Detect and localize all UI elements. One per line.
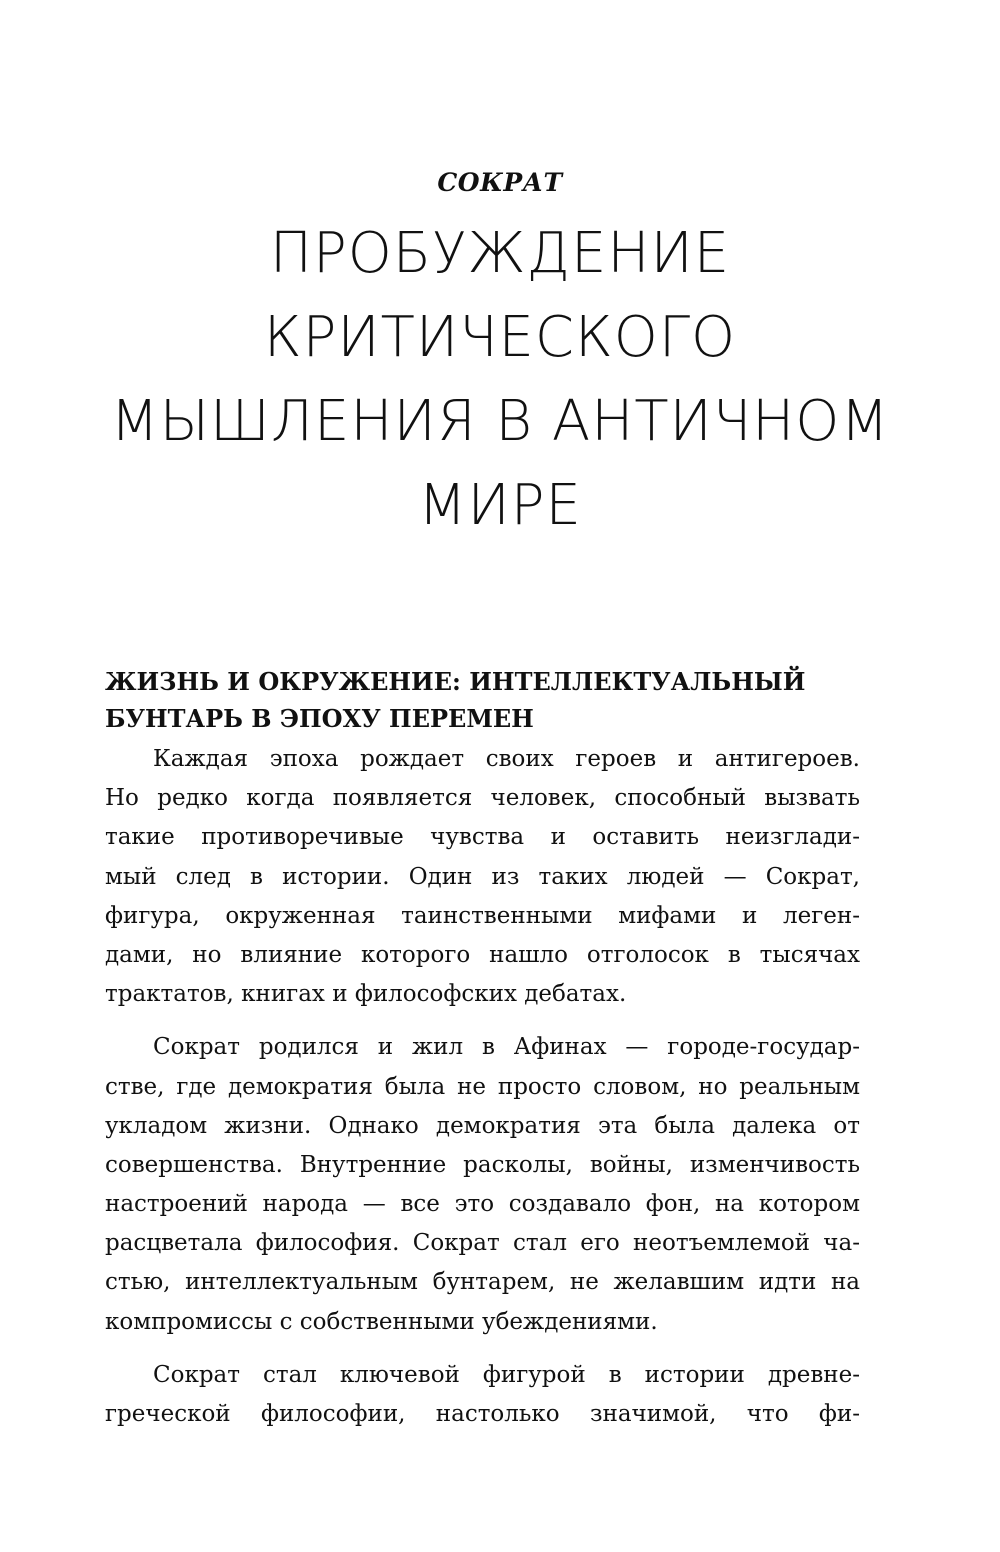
chapter-title-line: МЫШЛЕНИЯ В АНТИЧНОМ: [110, 389, 890, 454]
text-line: трактатов, книгах и философских дебатах.: [105, 981, 627, 1008]
text-line: фигура, окруженная таинственными мифами и леген-: [105, 902, 860, 929]
text-line: греческой философии, настолько значимой, что фи-: [105, 1401, 860, 1427]
paragraph: [105, 1356, 860, 1434]
section-heading-line: БУНТАРЬ В ЭПОХУ ПЕРЕМЕН: [105, 704, 534, 733]
text-line: расцветала философия. Сократ стал его неотъемлемой ча-: [105, 1230, 860, 1257]
section-heading: [105, 663, 865, 737]
text-line: Каждая эпоха рождает своих героев и антигероев.: [153, 746, 860, 772]
text-line: дами, но влияние которого нашло отголосок в тысячах: [105, 941, 860, 968]
text-line: компромиссы с собственными убеждениями.: [105, 1308, 658, 1335]
text-line: такие противоречивые чувства и оставить неизглади-: [105, 824, 860, 851]
chapter-title-line: МИРЕ: [418, 473, 582, 538]
text-line: стве, где демократия была не просто словом, но реальным: [105, 1073, 860, 1100]
text-line: стью, интеллектуальным бунтарем, не желавшим идти на: [105, 1269, 860, 1296]
chapter-title-line: ПРОБУЖДЕНИЕ: [269, 221, 731, 286]
text-line: укладом жизни. Однако демократия эта была далека от: [105, 1112, 860, 1139]
text-line: Сократ родился и жил в Афинах — городе-государ-: [153, 1034, 860, 1061]
text-line: Но редко когда появляется человек, способный вызвать: [105, 785, 860, 812]
chapter-title: [60, 212, 940, 548]
section-heading-line: ЖИЗНЬ И ОКРУЖЕНИЕ: ИНТЕЛЛЕКТУАЛЬНЫЙ: [105, 667, 806, 696]
body-text: [105, 740, 860, 1434]
text-line: Сократ стал ключевой фигурой в истории древне-: [153, 1361, 860, 1388]
chapter-title-line: КРИТИЧЕСКОГО: [263, 305, 737, 370]
author-name: СОКРАТ: [437, 168, 563, 197]
text-line: совершенства. Внутренние расколы, войны, изменчивость: [105, 1151, 860, 1178]
text-line: мый след в истории. Один из таких людей — Сократ,: [105, 863, 860, 890]
text-line: настроений народа — все это создавало фон, на котором: [105, 1191, 860, 1218]
paragraph: [105, 1028, 860, 1342]
paragraph: [105, 740, 860, 1014]
